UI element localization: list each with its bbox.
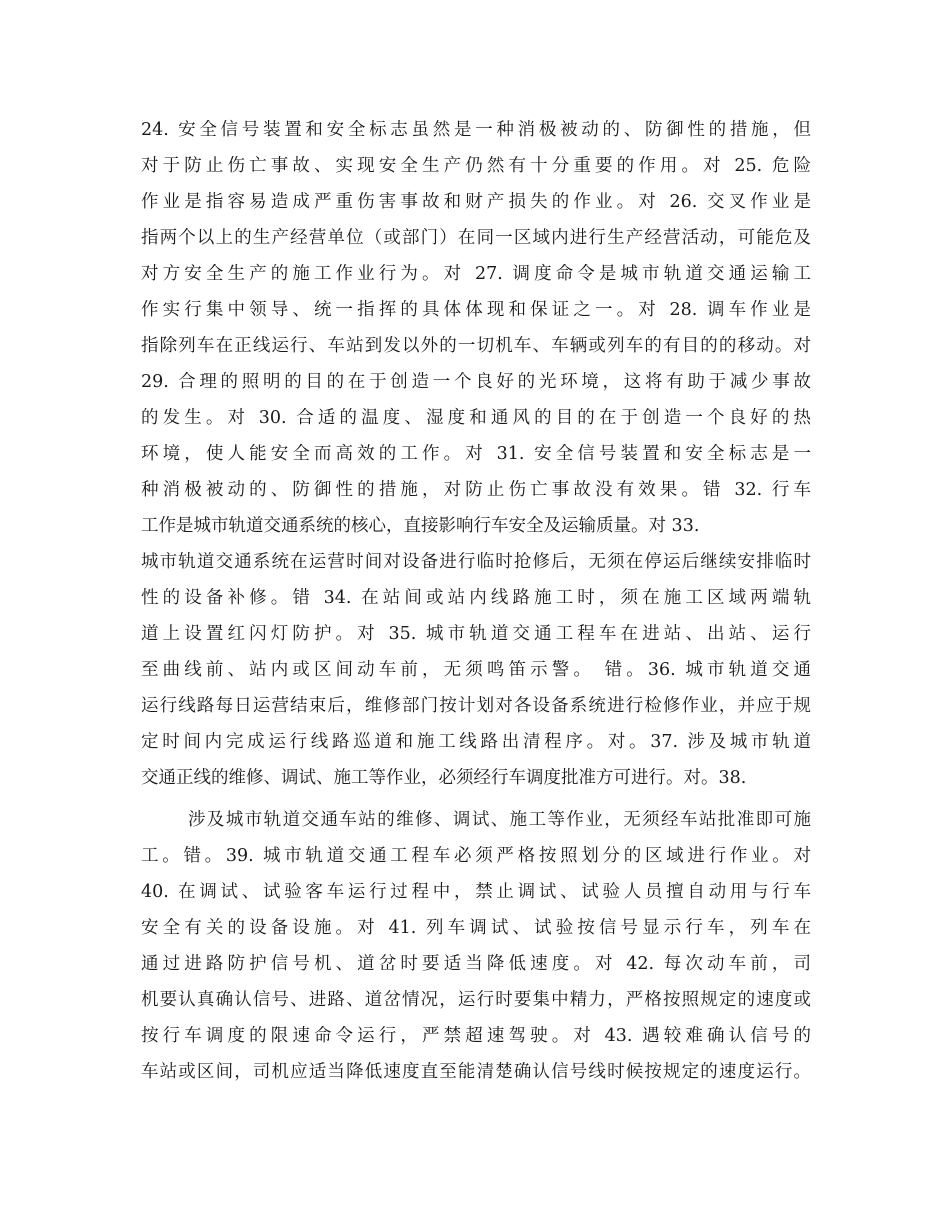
text-line: 车站或区间，司机应适当降低速度直至能清楚确认信号线时候按规定的速度运行。 (141, 1062, 811, 1082)
text-line: 作业是指容易造成严重伤害事故和财产损失的作业。对 26. 交叉作业是 (141, 192, 811, 212)
text-line: 安全有关的设备设施。对 41. 列车调试、试验按信号显示行车，列车在 (141, 918, 811, 938)
text-line: 按行车调度的限速命令运行，严禁超速驾驶。对 43. 遇较难确认信号的 (141, 1026, 811, 1046)
text-line: 对方安全生产的施工作业行为。对 27. 调度命令是城市轨道交通运输工 (141, 264, 811, 284)
text-line: 对于防止伤亡事故、实现安全生产仍然有十分重要的作用。对 25. 危险 (141, 156, 811, 176)
text-line: 道上设置红闪灯防护。对 35. 城市轨道交通工程车在进站、出站、运行 (141, 624, 811, 644)
text-line: 指除列车在正线运行、车站到发以外的一切机车、车辆或列车的有目的的移动。对 (141, 336, 811, 356)
text-line: 环境，使人能安全而高效的工作。对 31. 安全信号装置和安全标志是一 (141, 444, 811, 464)
text-line: 24. 安全信号装置和安全标志虽然是一种消极被动的、防御性的措施，但 (141, 120, 811, 140)
text-line: 40. 在调试、试验客车运行过程中，禁止调试、试验人员擅自动用与行车 (141, 882, 811, 902)
text-line: 工。错。39. 城市轨道交通工程车必须严格按照划分的区域进行作业。对 (141, 846, 811, 866)
text-line: 运行线路每日运营结束后，维修部门按计划对各设备系统进行检修作业，并应于规 (141, 696, 811, 716)
text-line: 定时间内完成运行线路巡道和施工线路出清程序。对。37. 涉及城市轨道 (141, 732, 811, 752)
text-line: 种消极被动的、防御性的措施，对防止伤亡事故没有效果。错 32. 行车 (141, 480, 811, 500)
text-line: 通过进路防护信号机、道岔时要适当降低速度。对 42. 每次动车前，司 (141, 954, 811, 974)
text-line: 涉及城市轨道交通车站的维修、调试、施工等作业，无须经车站批准即可施 (188, 810, 811, 830)
text-line: 城市轨道交通系统在运营时间对设备进行临时抢修后，无须在停运后继续安排临时 (141, 552, 811, 572)
text-line: 的发生。对 30. 合适的温度、湿度和通风的目的在于创造一个良好的热 (141, 408, 811, 428)
text-line: 作实行集中领导、统一指挥的具体体现和保证之一。对 28. 调车作业是 (141, 300, 811, 320)
text-line: 机要认真确认信号、进路、道岔情况，运行时要集中精力，严格按照规定的速度或 (141, 990, 811, 1010)
text-line: 指两个以上的生产经营单位（或部门）在同一区域内进行生产经营活动，可能危及 (141, 228, 811, 248)
text-line: 29. 合理的照明的目的在于创造一个良好的光环境，这将有助于减少事故 (141, 372, 811, 392)
text-line: 工作是城市轨道交通系统的核心，直接影响行车安全及运输质量。对 33. (141, 516, 700, 536)
text-line: 至曲线前、站内或区间动车前，无须鸣笛示警。 错。36. 城市轨道交通 (141, 660, 811, 680)
text-line: 交通正线的维修、调试、施工等作业，必须经行车调度批准方可进行。对。38. (141, 768, 747, 788)
text-line: 性的设备补修。错 34. 在站间或站内线路施工时，须在施工区域两端轨 (141, 588, 811, 608)
